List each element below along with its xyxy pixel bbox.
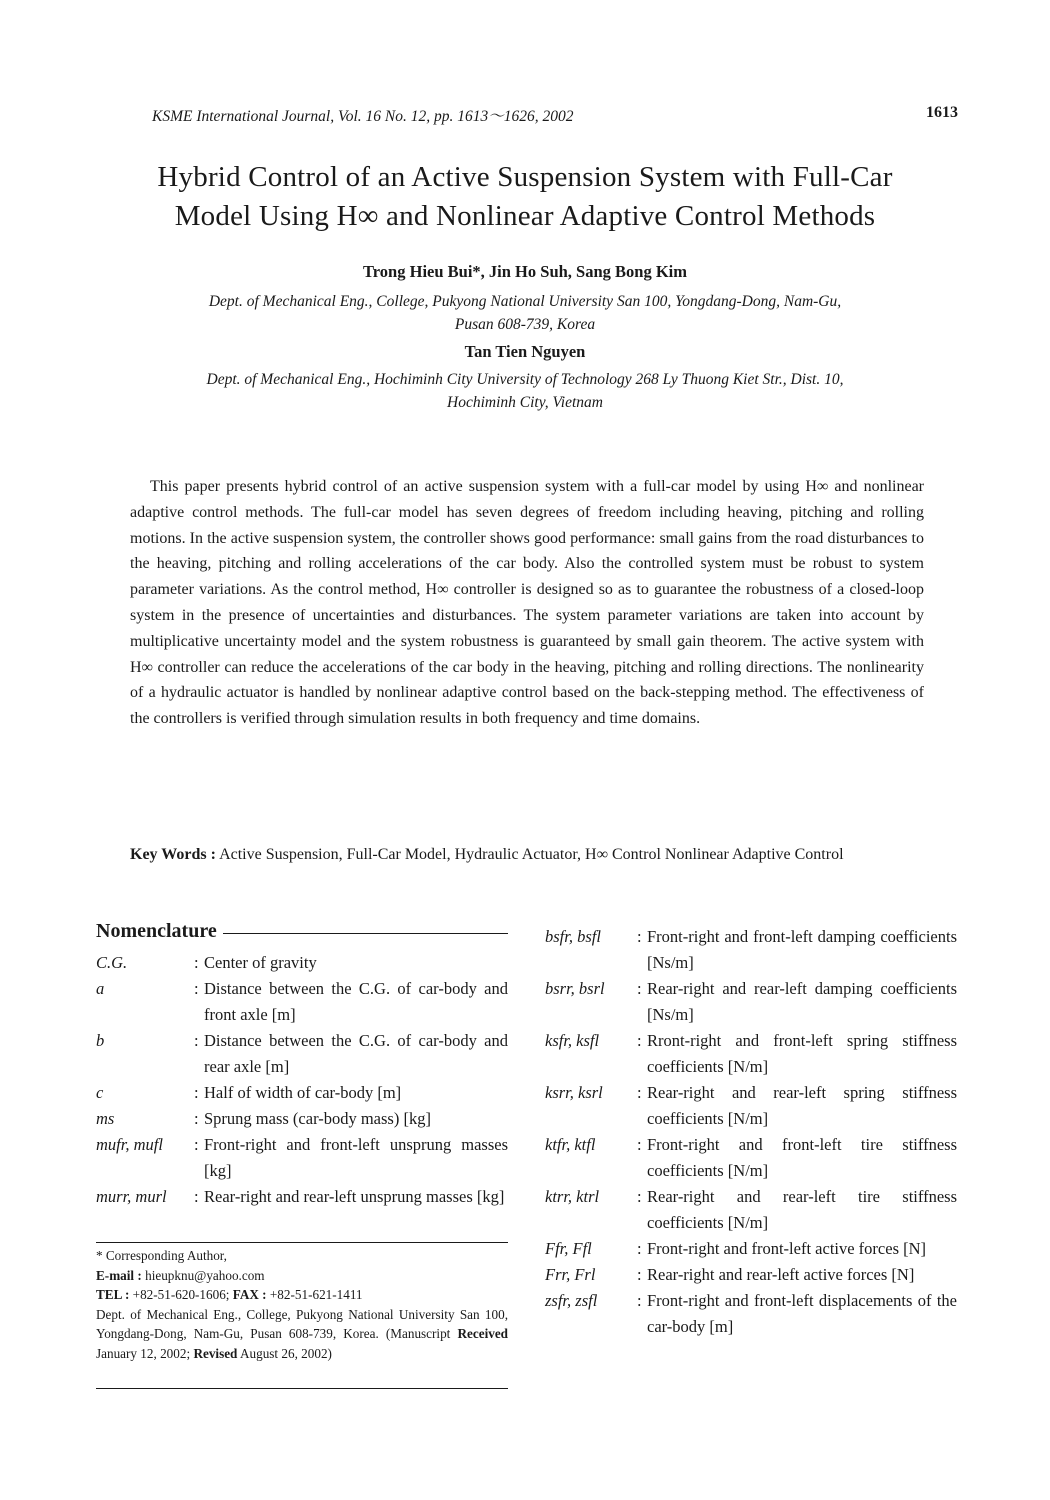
definition: Distance between the C.G. of car-body and front axle [m] [204, 979, 508, 1024]
heading-rule [223, 933, 508, 934]
nomenclature-title: Nomenclature [96, 920, 217, 942]
affiliation-2 [60, 368, 990, 414]
symbol: ksfr, ksfl [545, 1031, 600, 1050]
nomenclature-entry: ksfr, ksfl : Rront-right and front-left spring stiffness coefficients [N/m] [545, 1028, 957, 1080]
definition: Front-right and front-left displacements of the car-body [m] [647, 1291, 957, 1336]
symbol: ms [96, 1109, 115, 1128]
nomenclature-entry: ms : Sprung mass (car-body mass) [kg] [96, 1106, 508, 1132]
footnote-phone-line: TEL : +82-51-620-1606; FAX : +82-51-621-1411 [96, 1287, 363, 1302]
symbol: Frr, Frl [545, 1265, 596, 1284]
page-number: 1613 [926, 104, 958, 121]
title-line-2: Model Using H∞ and Nonlinear Adaptive Control Methods [174, 200, 876, 232]
symbol: C.G. [96, 953, 128, 972]
affiliation-1 [60, 290, 990, 336]
symbol: ktrr, ktrl [545, 1187, 600, 1206]
definition: Rear-right and rear-left active forces [N] [647, 1265, 915, 1284]
footnote-end-rule [96, 1388, 508, 1389]
symbol: murr, murl [96, 1187, 167, 1206]
nomenclature-entry: a : Distance between the C.G. of car-body and front axle [m] [96, 976, 508, 1028]
symbol: a [96, 979, 105, 998]
nomenclature-left-column [96, 950, 508, 1210]
keywords [130, 842, 924, 867]
definition: Front-right and front-left active forces [N] [647, 1239, 927, 1258]
definition: Center of gravity [204, 953, 317, 972]
nomenclature-entry: zsfr, zsfl : Front-right and front-left displacements of the car-body [m] [545, 1288, 957, 1340]
author-group-1: Trong Hieu Bui*, Jin Ho Suh, Sang Bong Kim [363, 262, 687, 281]
symbol: ktfr, ktfl [545, 1135, 596, 1154]
definition: Distance between the C.G. of car-body and rear axle [m] [204, 1031, 508, 1076]
nomenclature-entry: ktrr, ktrl : Rear-right and rear-left tire stiffness coefficients [N/m] [545, 1184, 957, 1236]
keywords-label: Key Words : [130, 846, 216, 863]
nomenclature-entry: C.G. : Center of gravity [96, 950, 508, 976]
paper-title [60, 158, 990, 236]
keywords-text: Active Suspension, Full-Car Model, Hydraulic Actuator, H∞ Control Nonlinear Adaptive Control [219, 846, 844, 863]
footnote-rule [96, 1242, 508, 1243]
nomenclature-entry: Ffr, Ffl : Front-right and front-left active forces [N] [545, 1236, 957, 1262]
nomenclature-entry: Frr, Frl : Rear-right and rear-left active forces [N] [545, 1262, 957, 1288]
nomenclature-entry: ktfr, ktfl : Front-right and front-left tire stiffness coefficients [N/m] [545, 1132, 957, 1184]
affiliation-1-line-1: Dept. of Mechanical Eng., College, Pukyong National University San 100, Yongdang-Dong, Nam-Gu, [208, 293, 842, 310]
symbol: bsfr, bsfl [545, 927, 601, 946]
definition: Front-right and front-left tire stiffness coefficients [N/m] [647, 1135, 957, 1180]
email-address: hieupknu@yahoo.com [145, 1267, 265, 1283]
symbol: mufr, mufl [96, 1135, 163, 1154]
nomenclature-entry: ksrr, ksrl : Rear-right and rear-left spring stiffness coefficients [N/m] [545, 1080, 957, 1132]
running-header [152, 104, 958, 126]
symbol: Ffr, Ffl [545, 1239, 592, 1258]
definition: Half of width of car-body [m] [204, 1083, 402, 1102]
nomenclature-heading [96, 920, 508, 943]
author-group-2: Tan Tien Nguyen [464, 342, 586, 361]
definition: Rear-right and rear-left tire stiffness coefficients [N/m] [647, 1187, 957, 1232]
footnote-corresponding: * Corresponding Author, [96, 1248, 227, 1263]
affiliation-2-line-2: Hochiminh City, Vietnam [447, 394, 603, 411]
journal-citation: KSME International Journal, Vol. 16 No. 12, pp. 1613～1626, 2002 [152, 108, 574, 125]
nomenclature-entry: bsfr, bsfl : Front-right and front-left damping coefficients [Ns/m] [545, 924, 957, 976]
abstract: This paper presents hybrid control of an active suspension system with a full-car model by using H∞ and nonlinear adaptive control methods. The full-car model has seven degrees of freedom including heaving, pitching and rolling motions. In the active suspension system, the controller shows good performance: small gains from the road disturbances to the heaving, pitching and rolling accelerations of the car body. Also the controlled system must be robust to system parameter variations. As the control method, H∞ controller is designed so as to guarantee the robustness of a closed-loop system in the presence of uncertainties and disturbances. The system parameter variations are taken into account by multiplicative uncertainty model and the system robustness is guaranteed by small gain theorem. The active system with H∞ controller can reduce the accelerations of the car body in the heaving, pitching and rolling directions. The nonlinearity of a hydraulic actuator is handled by nonlinear adaptive control based on the back-stepping method. The effectiveness of the controllers is verified through simulation results in both frequency and time domains. [130, 478, 924, 728]
footnote-address: Dept. of Mechanical Eng., College, Pukyong National University San 100, Yongdang-Dong, Nam-Gu, Pusan 608-739, Korea. (Manuscript Received January 12, 2002; Revised August 26, 2002) [96, 1306, 509, 1361]
definition: Rear-right and rear-left unsprung masses [kg] [204, 1187, 505, 1206]
title-line-1: Hybrid Control of an Active Suspension System with Full-Car [157, 161, 893, 193]
nomenclature-right-column [545, 924, 957, 1340]
affiliation-1-line-2: Pusan 608-739, Korea [454, 316, 596, 333]
footnote [96, 1246, 508, 1363]
nomenclature-entry: mufr, mufl : Front-right and front-left unsprung masses [kg] [96, 1132, 508, 1184]
definition: Rear-right and rear-left damping coefficients [Ns/m] [647, 979, 957, 1024]
nomenclature-entry: b : Distance between the C.G. of car-body and rear axle [m] [96, 1028, 508, 1080]
definition: Sprung mass (car-body mass) [kg] [204, 1109, 431, 1128]
symbol: ksrr, ksrl [545, 1083, 603, 1102]
definition: Front-right and front-left damping coefficients [Ns/m] [647, 927, 957, 972]
symbol: zsfr, zsfl [545, 1291, 598, 1310]
footnote-email-line: E-mail : hieupknu@yahoo.com [96, 1267, 265, 1283]
symbol: bsrr, bsrl [545, 979, 605, 998]
nomenclature-entry: bsrr, bsrl : Rear-right and rear-left damping coefficients [Ns/m] [545, 976, 957, 1028]
nomenclature-entry: c : Half of width of car-body [m] [96, 1080, 508, 1106]
symbol: c [96, 1083, 104, 1102]
affiliation-2-line-1: Dept. of Mechanical Eng., Hochiminh City University of Technology 268 Ly Thuong Kiet Str., Dist. 10, [206, 371, 844, 388]
definition: Rear-right and rear-left spring stiffness coefficients [N/m] [647, 1083, 957, 1128]
definition: Rront-right and front-left spring stiffness coefficients [N/m] [647, 1031, 957, 1076]
symbol: b [96, 1031, 105, 1050]
nomenclature-entry: murr, murl : Rear-right and rear-left unsprung masses [kg] [96, 1184, 508, 1210]
definition: Front-right and front-left unsprung masses [kg] [204, 1135, 508, 1180]
